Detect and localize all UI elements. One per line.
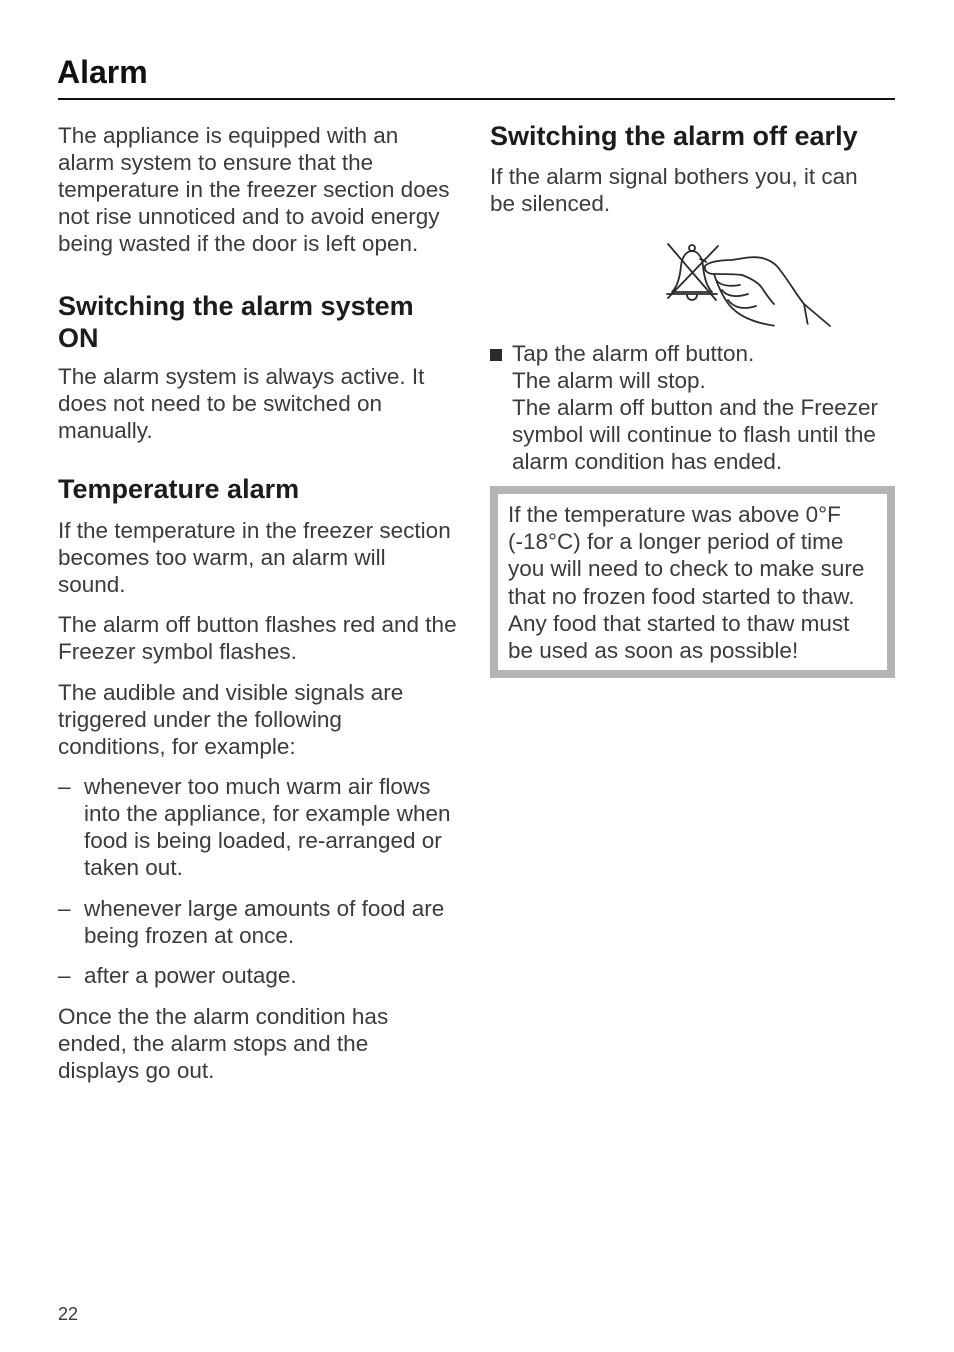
heading-alarm-off-early: Switching the alarm off early <box>490 121 858 151</box>
dash-marker: – <box>58 963 71 988</box>
list-item-text: after a power outage. <box>84 963 297 988</box>
temperature-paragraph: The alarm off button flashes red and the Freezer symbol flashes. <box>58 612 457 664</box>
title-rule <box>58 98 895 100</box>
list-item-text: whenever large amounts of food are being frozen at once. <box>84 896 445 948</box>
heading-alarm-system-on: Switching the alarm system ON <box>58 291 414 353</box>
hand-icon <box>700 257 830 326</box>
page-title: Alarm <box>57 54 148 90</box>
note-text: If the temperature was above 0°F (-18°C) for a longer period of time you will need to check to make sure that no frozen food started to thaw. Any food that started to thaw must be used as soon as possible! <box>508 502 865 664</box>
intro-paragraph: The appliance is equipped with an alarm system to ensure that the temperature in the freezer section does not rise unnoticed and to avoid energy being wasted if the door is left open. <box>58 123 450 256</box>
alarm-off-tap-icon <box>658 238 834 330</box>
list-item-text: whenever too much warm air flows into the appliance, for example when food is being loaded, re-arranged or taken out. <box>84 774 451 880</box>
note-box <box>490 486 895 678</box>
step-text: Tap the alarm off button. The alarm will stop. The alarm off button and the Freezer symbol will continue to flash until the alarm condition has ended. <box>512 341 879 474</box>
alarm-system-on-text: The alarm system is always active. It does not need to be switched on manually. <box>58 364 425 443</box>
dash-marker: – <box>58 896 71 921</box>
temperature-paragraph: The audible and visible signals are triggered under the following conditions, for example: <box>58 680 404 759</box>
page-number: 22 <box>58 1304 79 1324</box>
closing-paragraph: Once the the alarm condition has ended, the alarm stops and the displays go out. <box>58 1004 389 1083</box>
heading-temperature-alarm: Temperature alarm <box>58 474 300 504</box>
temperature-paragraph: If the temperature in the freezer section becomes too warm, an alarm will sound. <box>58 518 451 597</box>
alarm-off-early-text: If the alarm signal bothers you, it can be silenced. <box>490 164 858 216</box>
dash-marker: – <box>58 774 71 799</box>
square-bullet-icon <box>490 349 502 361</box>
